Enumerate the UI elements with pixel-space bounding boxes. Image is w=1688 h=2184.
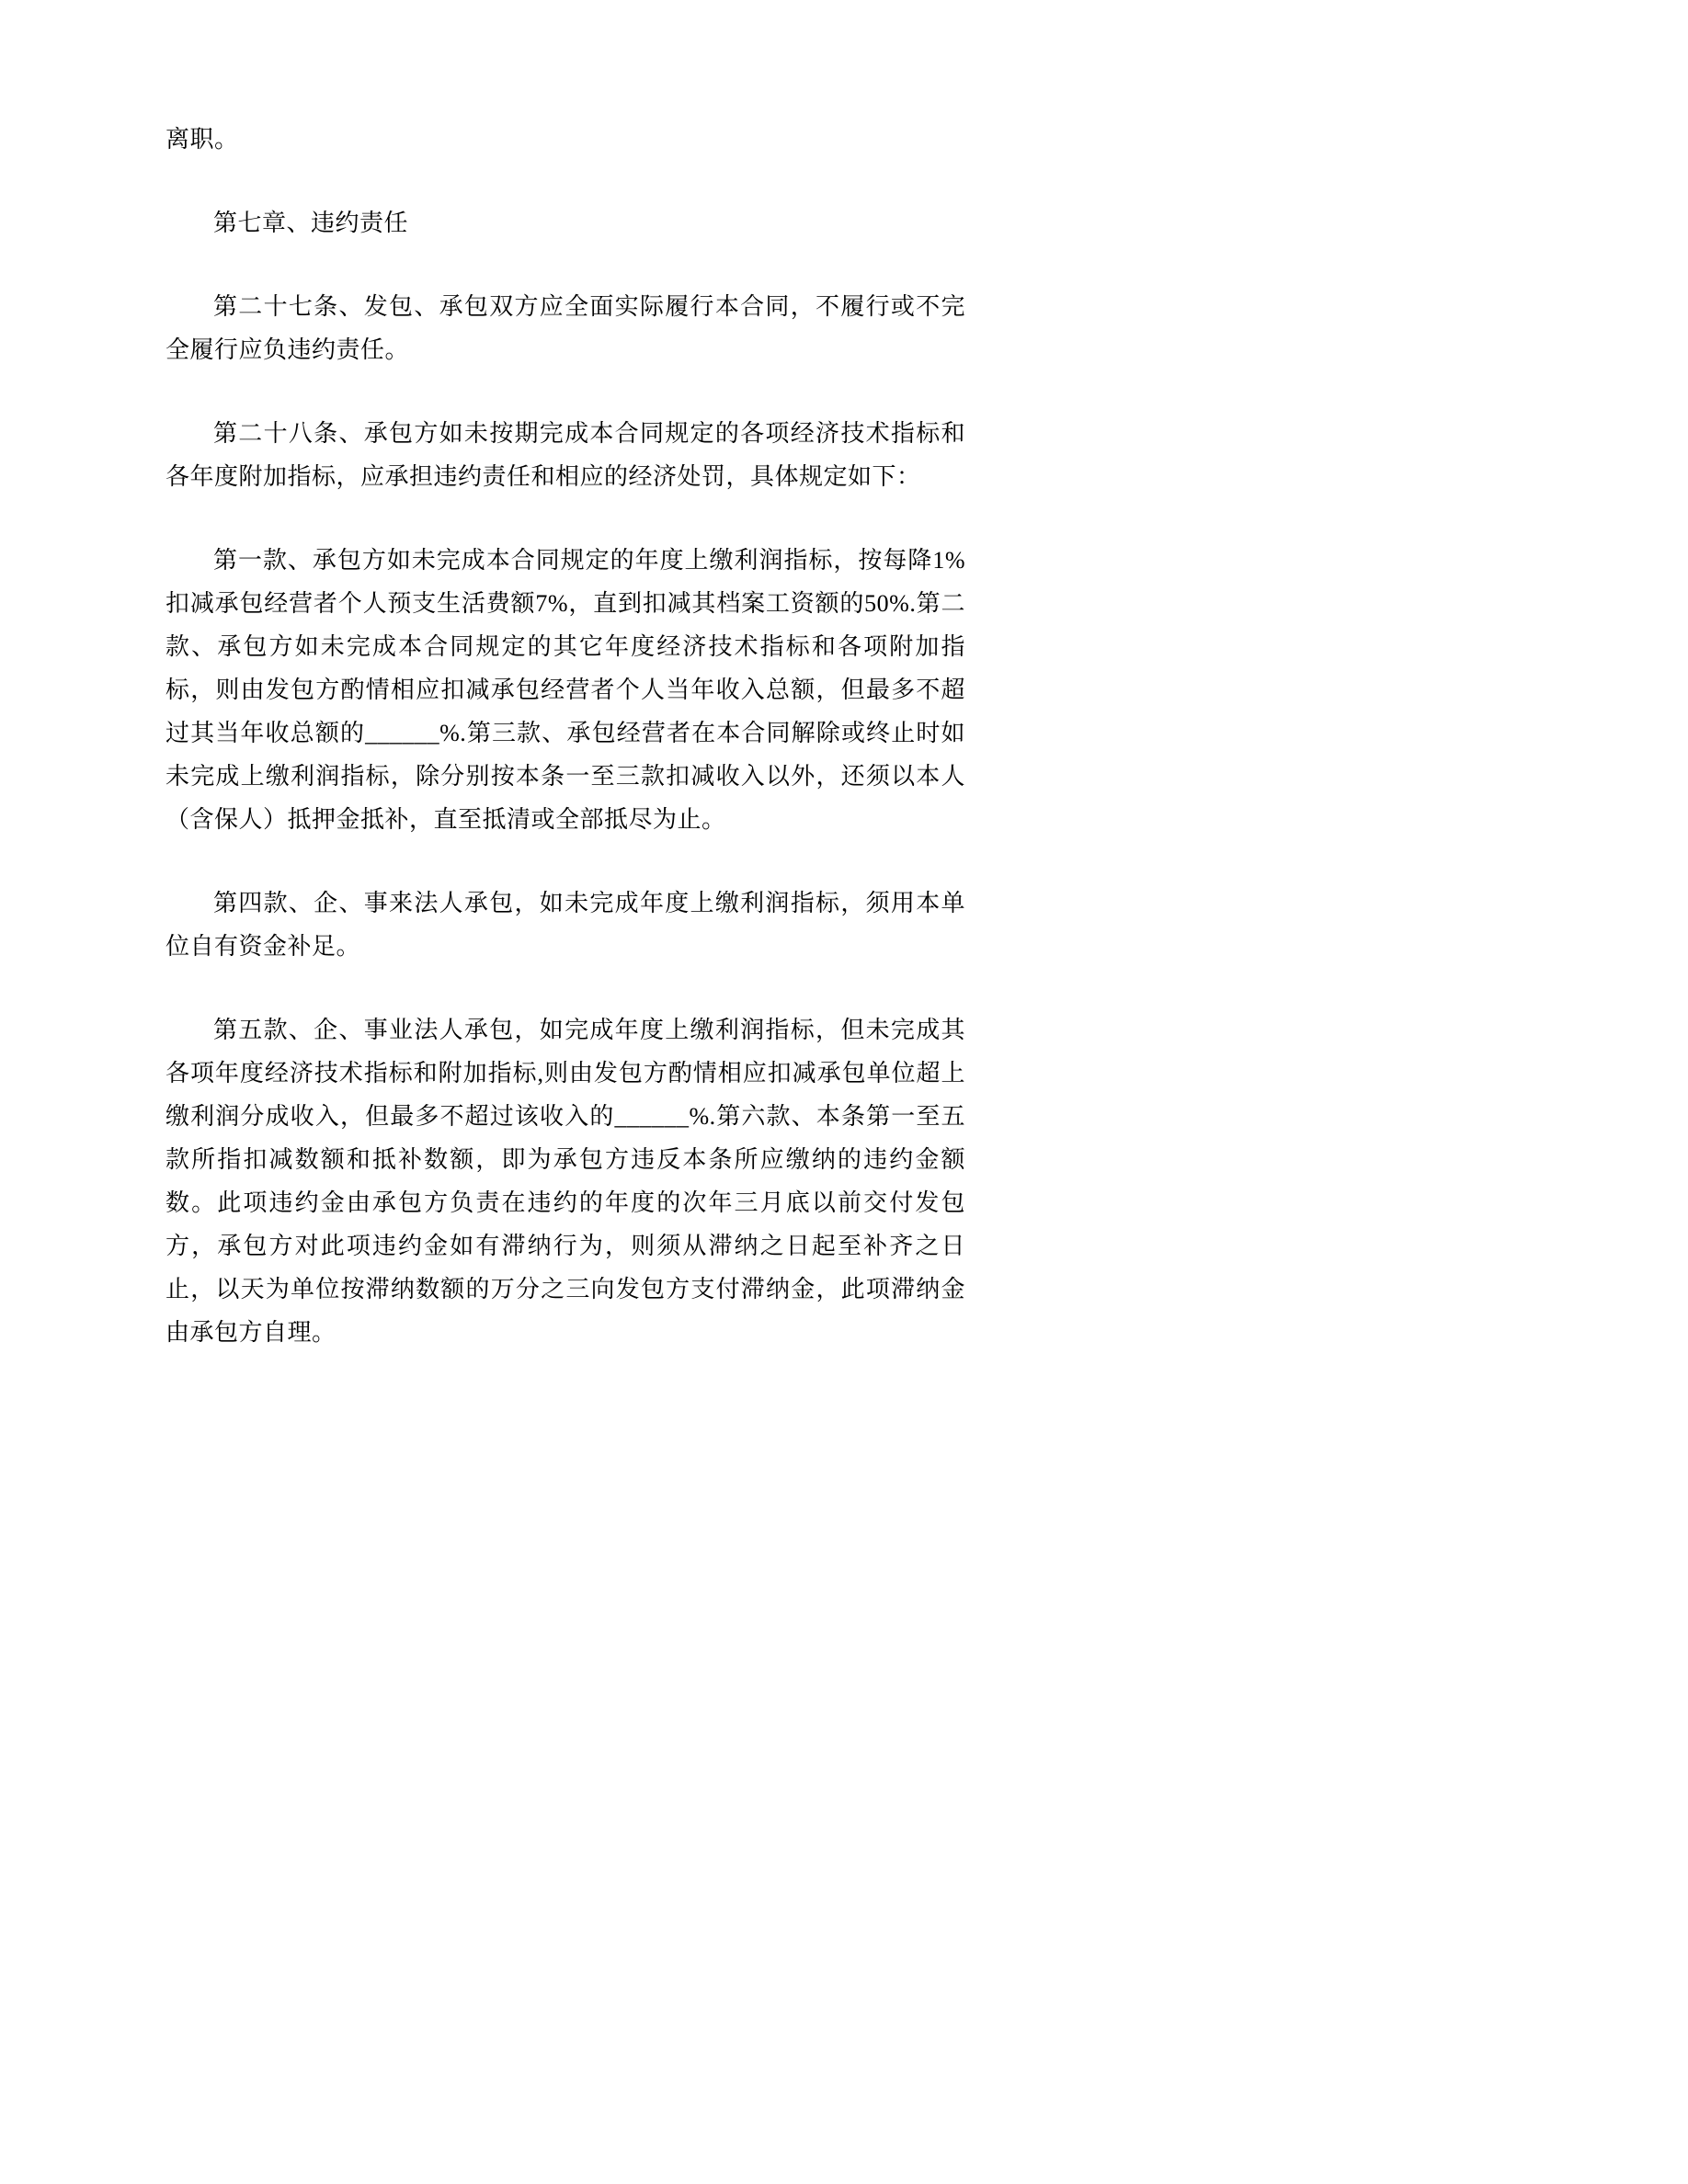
- paragraph: 第四款、企、事来法人承包，如未完成年度上缴利润指标，须用本单位自有资金补足。: [165, 890, 965, 960]
- paragraph: 第一款、承包方如未完成本合同规定的年度上缴利润指标，按每降1%扣减承包经营者个人预支生活费额7%，直到扣减其档案工资额的50%.第二款、承包方如未完成本合同规定的其它年度经济技术指标和各项附加指标，则由发包方酌情相应扣减承包经营者个人当年收入总额，但最多不超过其当年收总额的______%.第三款、承包经营者在本合同解除或终止时如未完成上缴利润指标，除分别按本条一至三款扣减收入以外，还须以本人（含保人）抵押金抵补，直至抵清或全部抵尽为止。: [165, 547, 965, 833]
- paragraph: 第七章、违约责任: [213, 210, 409, 236]
- paragraph: 第二十八条、承包方如未按期完成本合同规定的各项经济技术指标和各年度附加指标，应承担违约责任和相应的经济处罚，具体规定如下：: [165, 420, 965, 490]
- document-content: [165, 118, 965, 1394]
- paragraph-continuation: 离职。: [165, 126, 239, 153]
- paragraph: 第二十七条、发包、承包双方应全面实际履行本合同，不履行或不完全履行应负违约责任。: [165, 293, 965, 363]
- paragraph: 第五款、企、事业法人承包，如完成年度上缴利润指标，但未完成其各项年度经济技术指标和附加指标,则由发包方酌情相应扣减承包单位超上缴利润分成收入，但最多不超过该收入的______%.第六款、本条第一至五款所指扣减数额和抵补数额，即为承包方违反本条所应缴纳的违约金额数。此项违约金由承包方负责在违约的年度的次年三月底以前交付发包方，承包方对此项违约金如有滞纳行为，则须从滞纳之日起至补齐之日止，以天为单位按滞纳数额的万分之三向发包方支付滞纳金，此项滞纳金由承包方自理。: [165, 1017, 965, 1346]
